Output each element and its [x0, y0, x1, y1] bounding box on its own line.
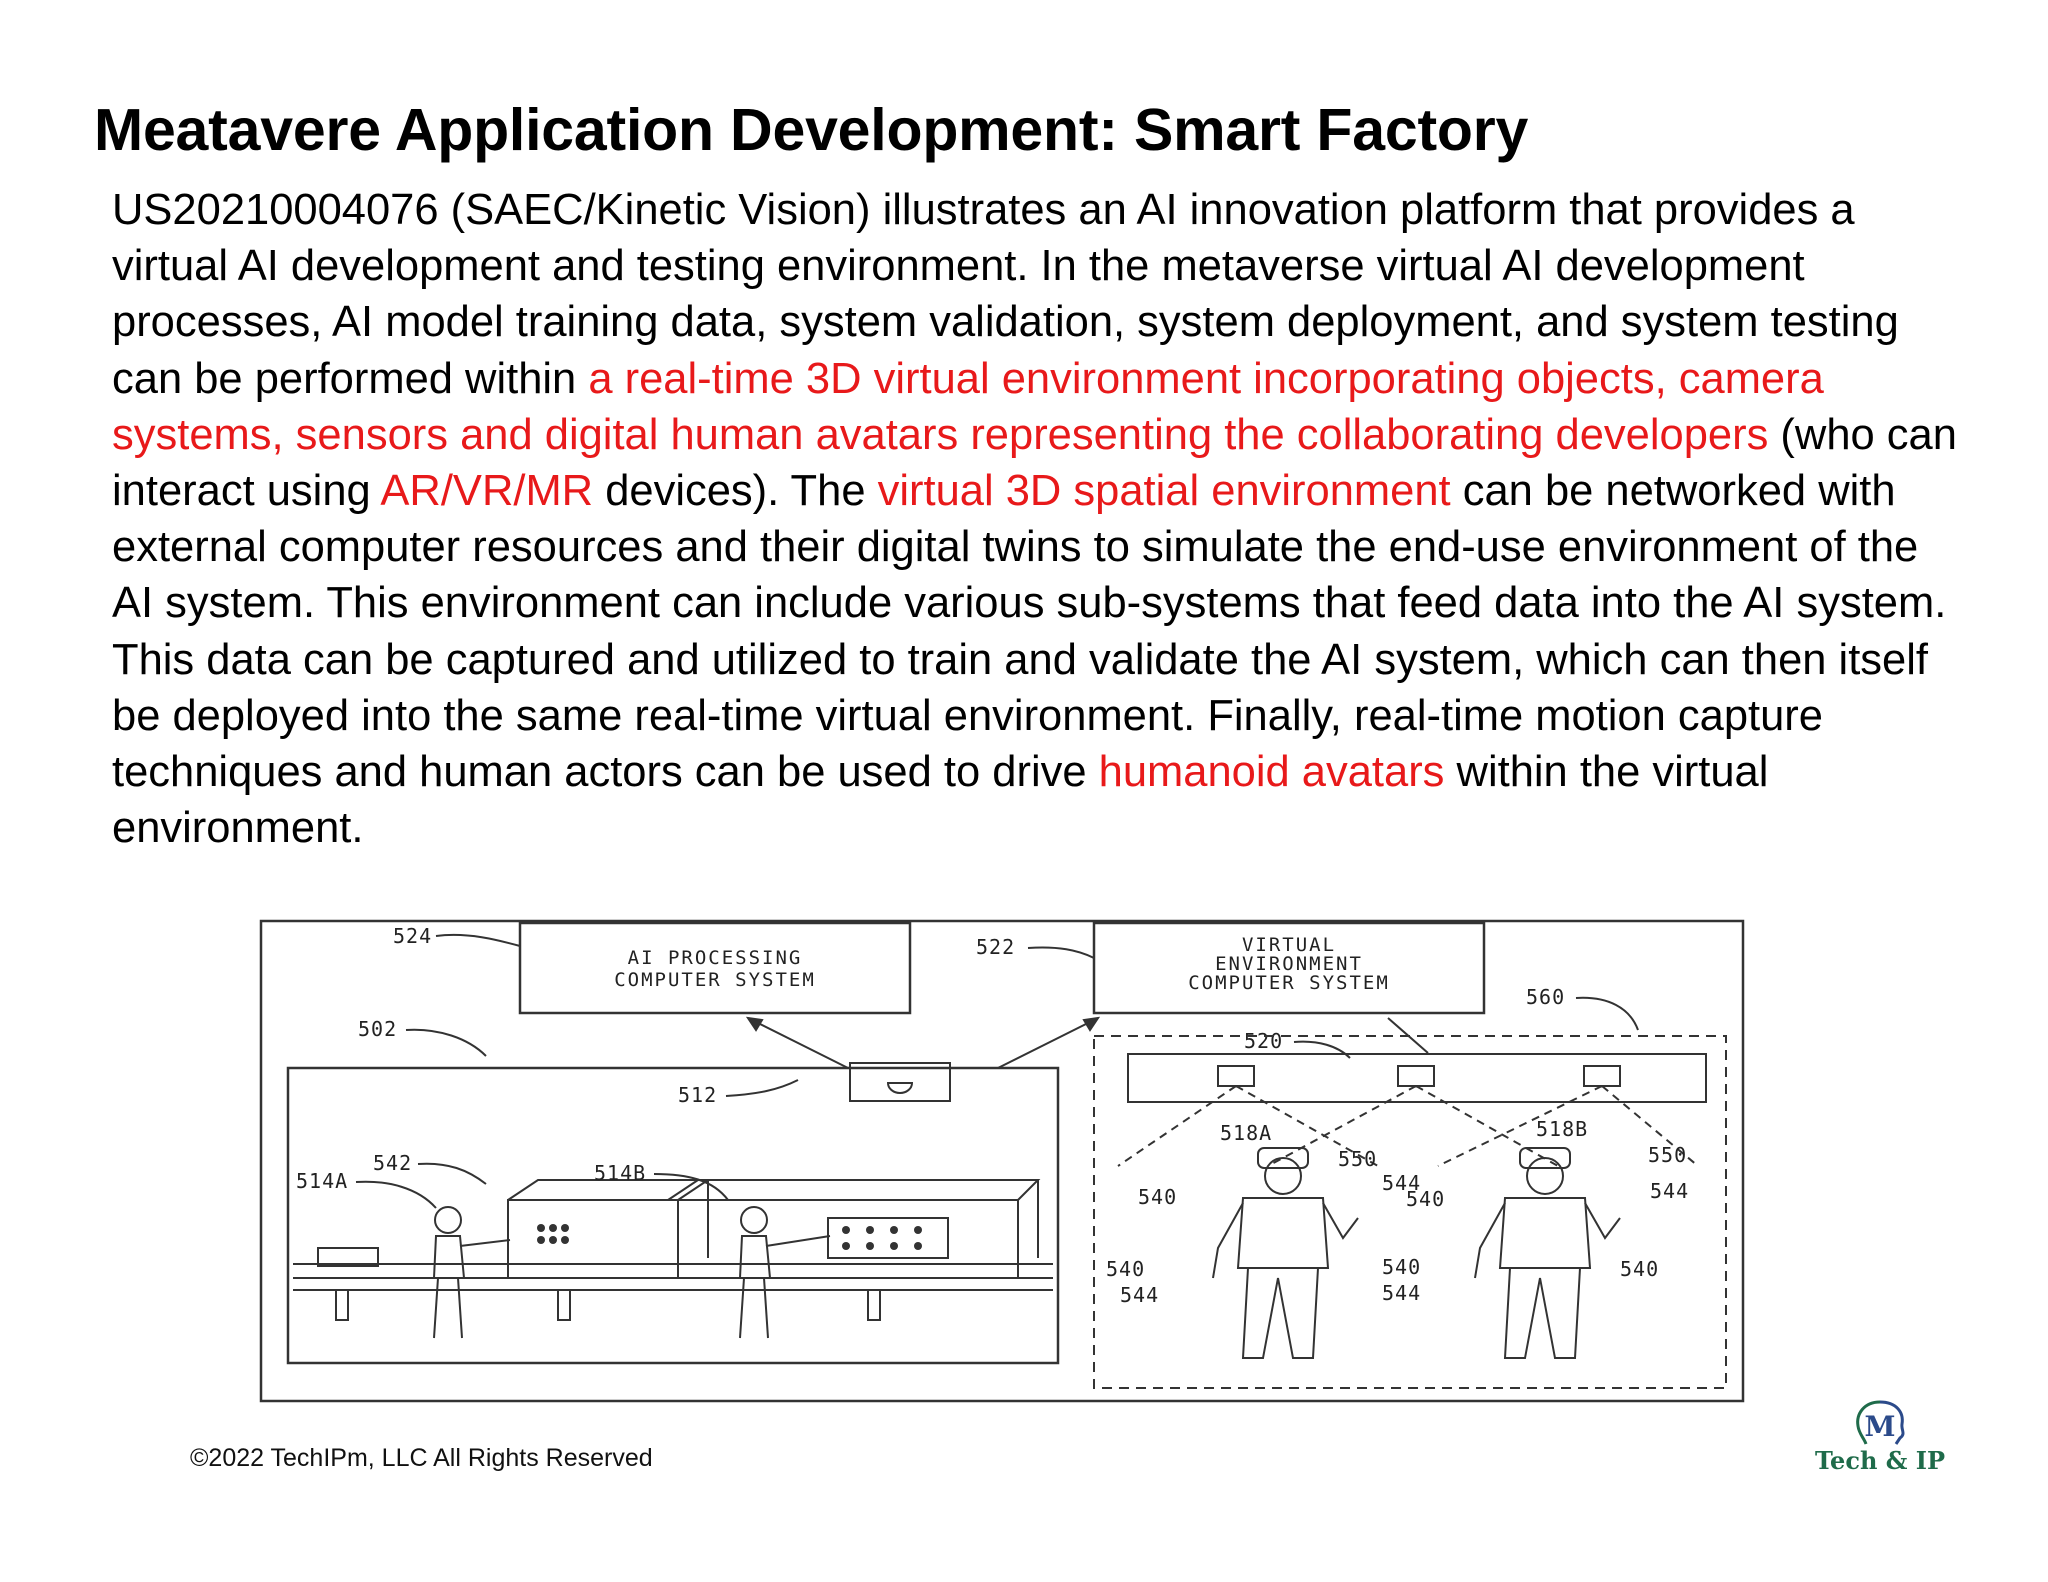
ref-540c: 540: [1106, 1257, 1146, 1281]
ref-512: 512: [678, 1083, 718, 1107]
highlight-3d-environment: a real-time 3D virtual environment incorporating objects, camera systems, sensors and digital human avatars representing the collaborating developers: [112, 354, 1824, 459]
logo-text: Tech & IP: [1814, 1446, 1946, 1475]
worker-514b: [740, 1207, 830, 1338]
patent-figure: [258, 918, 1746, 1404]
ref-540d: 540: [1382, 1255, 1422, 1279]
ref-540b: 540: [1406, 1187, 1446, 1211]
ref-518b: 518B: [1536, 1117, 1589, 1141]
copyright-notice: ©2022 TechIPm, LLC All Rights Reserved: [190, 1444, 653, 1472]
ref-544b: 544: [1650, 1179, 1690, 1203]
text-segment: within the virtual environment.: [112, 748, 1769, 853]
ve-box-label-2: ENVIRONMENT: [1215, 953, 1363, 975]
highlight-humanoid-avatars: humanoid avatars: [1098, 748, 1445, 797]
ref-522: 522: [976, 935, 1016, 959]
ve-box-label-3: COMPUTER SYSTEM: [1188, 972, 1390, 994]
ref-550b: 550: [1648, 1143, 1688, 1167]
ai-processing-box: [520, 923, 910, 1013]
page-title: Meatavere Application Development: Smart Factory: [94, 97, 1529, 163]
factory-scene: [288, 1063, 1058, 1363]
logo-letter: M: [1864, 1410, 1896, 1443]
ai-box-label-1: AI PROCESSING: [627, 947, 803, 969]
leader-560: [1576, 998, 1638, 1030]
leader-522: [1028, 947, 1094, 958]
techip-logo: [1812, 1398, 1948, 1478]
leader-524: [436, 935, 520, 946]
leader-514a: [356, 1182, 436, 1208]
text-segment: (who can interact using: [112, 410, 1957, 516]
ref-540e: 540: [1620, 1257, 1660, 1281]
text-segment: can be networked with external computer resources and their digital twins to simulate the end-use environment of the AI system. This environment can include various sub-systems that feed data into the AI system. This data can be captured and utilized to train and validate the AI system, which can then itself be deployed into the same real-time virtual environment. Finally, real-time motion capture techniques and human actors can be used to drive: [112, 467, 1947, 797]
ai-box-label-2: COMPUTER SYSTEM: [614, 969, 816, 991]
logo-head-icon: [1850, 1398, 1910, 1448]
text-segment: US20210004076 (SAEC/Kinetic Vision) illustrates an AI innovation platform that provides a virtual AI development and testing environment. In the metaverse virtual AI development processes, AI model training data, system validation, system deployment, and system testing can be performed within: [112, 186, 1899, 403]
ref-518a: 518A: [1220, 1121, 1273, 1145]
ref-540a: 540: [1138, 1185, 1178, 1209]
ref-550a: 550: [1338, 1147, 1378, 1171]
ref-514b: 514B: [594, 1161, 647, 1185]
avatar-518b: [1475, 1148, 1620, 1358]
highlight-spatial-environment: virtual 3D spatial environment: [877, 467, 1451, 516]
highlight-ar-vr-mr: AR/VR/MR: [380, 467, 594, 516]
ref-514a: 514A: [296, 1169, 349, 1193]
ref-542: 542: [373, 1151, 413, 1175]
worker-514a: [434, 1207, 510, 1338]
ref-502: 502: [358, 1017, 398, 1041]
text-segment: devices). The: [593, 467, 878, 516]
ref-524: 524: [393, 924, 433, 948]
ref-520: 520: [1244, 1029, 1284, 1053]
ref-544a: 544: [1382, 1171, 1422, 1195]
description-paragraph: [112, 182, 1962, 856]
ref-544c: 544: [1120, 1283, 1160, 1307]
ref-560: 560: [1526, 985, 1566, 1009]
leader-512: [726, 1080, 798, 1096]
arrowhead-ve: [1084, 1018, 1098, 1030]
ve-box-label-1: VIRTUAL: [1241, 934, 1337, 956]
virtual-environment-box: [1094, 923, 1484, 1013]
camera-lens: [888, 1083, 912, 1093]
arrow-to-ve-box: [998, 1018, 1098, 1068]
leader-520: [1294, 1042, 1350, 1058]
leader-514b: [654, 1174, 728, 1200]
control-panel: [828, 1218, 948, 1258]
arrowhead-ai: [748, 1018, 762, 1030]
virtual-scene: [1094, 1036, 1726, 1388]
arrow-to-ai-box: [748, 1018, 848, 1068]
leader-502: [406, 1030, 486, 1056]
ref-544d: 544: [1382, 1281, 1422, 1305]
avatar-518a: [1213, 1148, 1358, 1358]
leader-542: [418, 1164, 486, 1184]
